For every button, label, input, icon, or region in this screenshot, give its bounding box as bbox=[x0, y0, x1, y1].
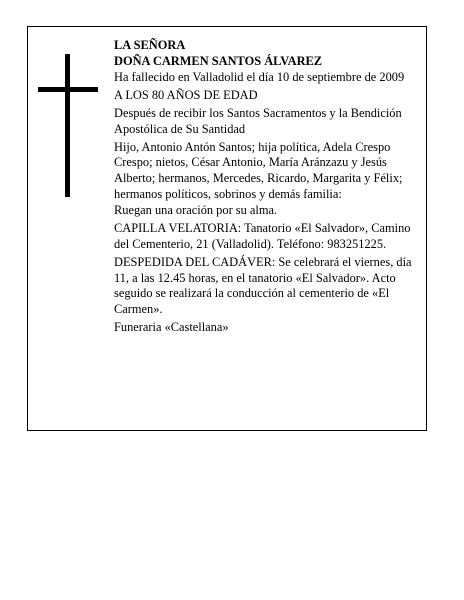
prayer-line: Ruegan una oración por su alma. bbox=[114, 202, 278, 217]
death-announcement: Ha fallecido en Valladolid el día 10 de septiembre de 2009 bbox=[114, 69, 405, 84]
age-line: A LOS 80 AÑOS DE EDAD bbox=[114, 87, 258, 102]
funeral-home: Funeraria «Castellana» bbox=[114, 320, 229, 335]
cross-horizontal-bar bbox=[38, 87, 98, 92]
farewell-line: DESPEDIDA DEL CADÁVER: Se celebrará el viernes, día 11, a las 12.45 horas, en el tanatorio «El Salvador». Acto seguido se realizará la conducción al cementerio de «El Carmen». bbox=[114, 254, 412, 317]
chapel-line: CAPILLA VELATORIA: Tanatorio «El Salvador», Camino del Cementerio, 21 (Valladolid). Teléfono: 983251225. bbox=[114, 220, 411, 251]
cross-vertical-bar bbox=[65, 54, 70, 197]
cross-icon bbox=[38, 54, 98, 197]
obituary-text bbox=[114, 38, 414, 336]
deceased-name: DOÑA CARMEN SANTOS ÁLVAREZ bbox=[114, 53, 323, 68]
family-line: Hijo, Antonio Antón Santos; hija política, Adela Crespo Crespo; nietos, César Antonio, María Aránzazu y Jesús Alberto; hermanos, Mercedes, Ricardo, Margarita y Félix; hermanos políticos, sobrinos y demás familia: bbox=[114, 139, 403, 202]
notice-title: LA SEÑORA bbox=[114, 38, 186, 52]
sacraments-line: Después de recibir los Santos Sacramentos y la Bendición Apostólica de Su Santidad bbox=[114, 105, 402, 136]
